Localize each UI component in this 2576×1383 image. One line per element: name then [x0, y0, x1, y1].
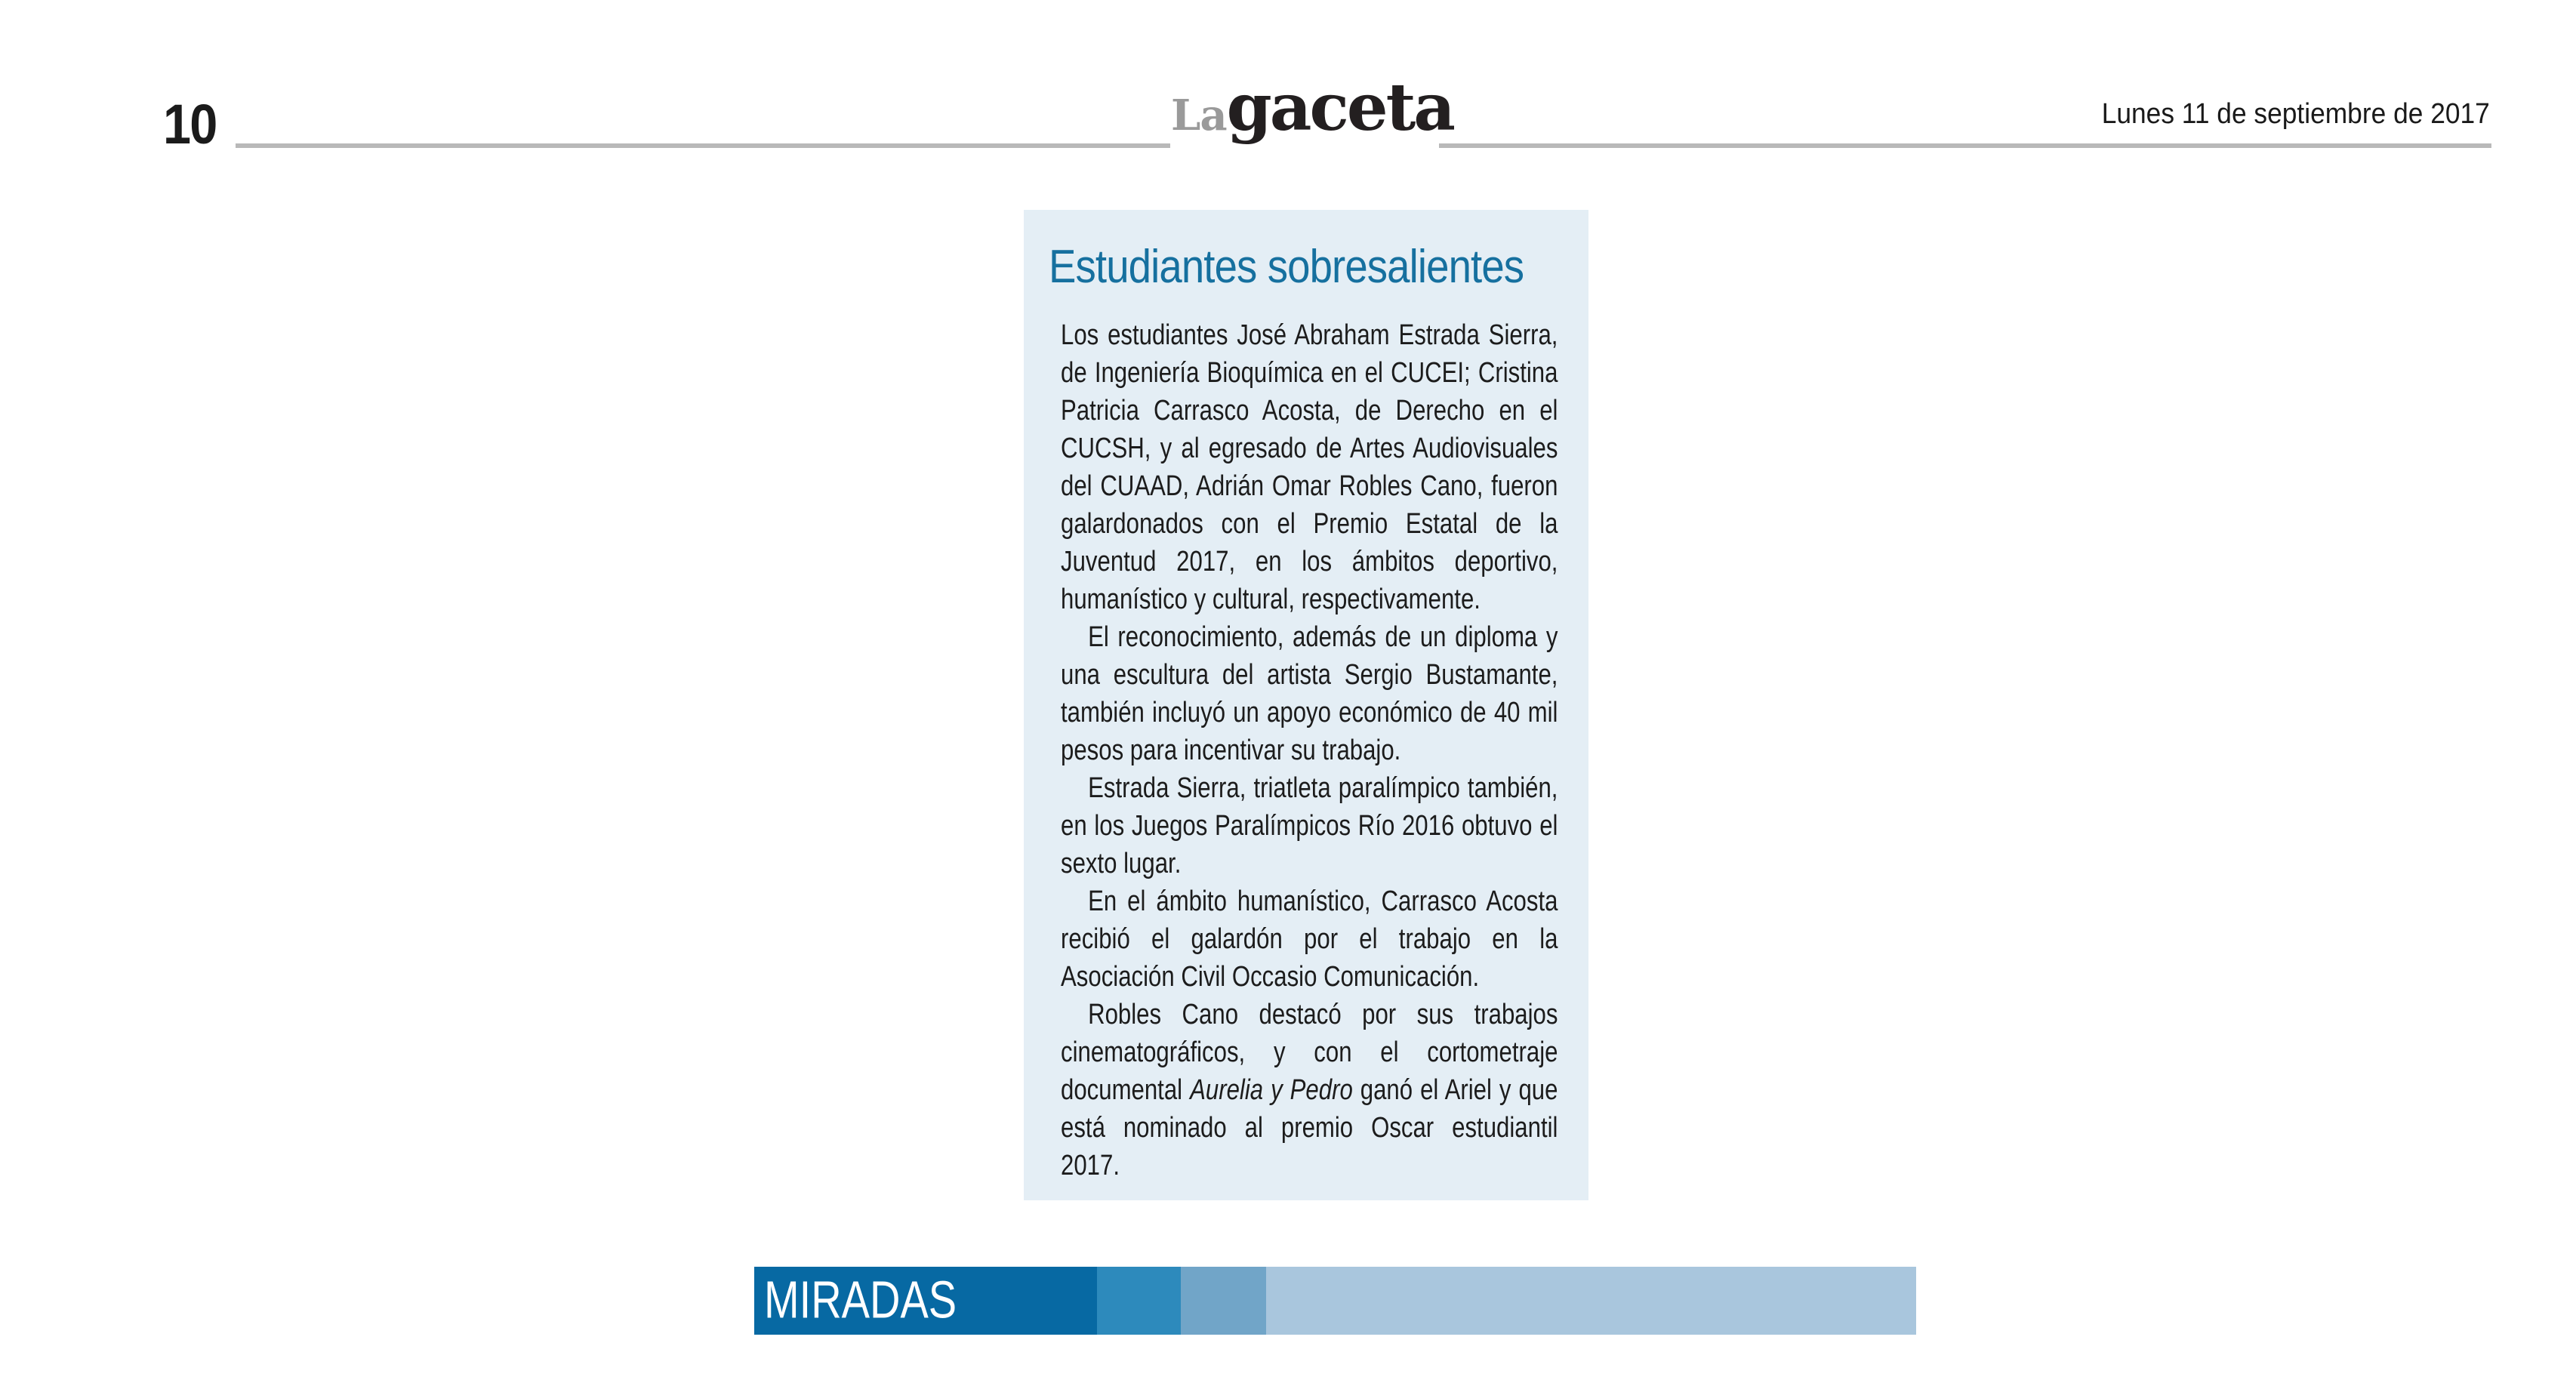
masthead-prefix: La	[1170, 91, 1227, 140]
header-rule-left	[236, 143, 1170, 148]
article-paragraph	[1061, 996, 1558, 1184]
paragraph-text: Robles Cano destacó por sus trabajos cinematográficos, y con el cortometraje documental	[1061, 999, 1558, 1106]
banner-segment-gray-blue	[1181, 1267, 1266, 1335]
paragraph-text: Los estudiantes José Abraham Estrada Sierra, de Ingeniería Bioquímica en el CUCEI; Cristina Patricia Carrasco Acosta, de Derecho en el CUCSH, y al egresado de Artes Audiovisuales del CUAAD, Adrián Omar Robles Cano, fueron galardonados con el Premio Estatal de la Juventud 2017, en los ámbitos deportivo, humanístico y cultural, respectivamente.	[1061, 319, 1558, 615]
paragraph-text: En el ámbito humanístico, Carrasco Acosta recibió el galardón por el trabajo en la Asociación Civil Occasio Comunicación.	[1061, 886, 1558, 993]
banner-segment-light-blue	[1266, 1267, 1916, 1335]
banner-segment-dark-blue	[754, 1267, 1097, 1335]
article-paragraph	[1061, 882, 1558, 996]
masthead-title: gaceta	[1226, 69, 1454, 146]
paragraph-text: Estrada Sierra, triatleta paralímpico también, en los Juegos Paralímpicos Río 2016 obtuvo el sexto lugar.	[1061, 772, 1558, 879]
italic-title-text: Aurelia y Pedro	[1190, 1074, 1353, 1106]
article-body	[1061, 316, 1558, 1184]
article-headline: Estudiantes sobresalientes	[1049, 241, 1524, 293]
article-paragraph	[1061, 316, 1558, 618]
edition-date: Lunes 11 de septiembre de 2017	[2101, 98, 2490, 130]
section-banner-label: MIRADAS	[764, 1270, 957, 1329]
article-paragraph	[1061, 769, 1558, 882]
section-banner	[754, 1267, 1916, 1335]
page-number: 10	[163, 93, 217, 156]
masthead	[1171, 69, 1453, 146]
banner-segment-medium-blue	[1097, 1267, 1181, 1335]
article-paragraph	[1061, 618, 1558, 769]
paragraph-text: ganó el Ariel y que está nominado al premio Oscar estudiantil 2017.	[1061, 1074, 1558, 1181]
paragraph-text: El reconocimiento, además de un diploma y una escultura del artista Sergio Bustamante, también incluyó un apoyo económico de 40 mil pesos para incentivar su trabajo.	[1061, 621, 1558, 766]
article-box	[1024, 210, 1588, 1200]
header-rule-right	[1439, 143, 2491, 148]
